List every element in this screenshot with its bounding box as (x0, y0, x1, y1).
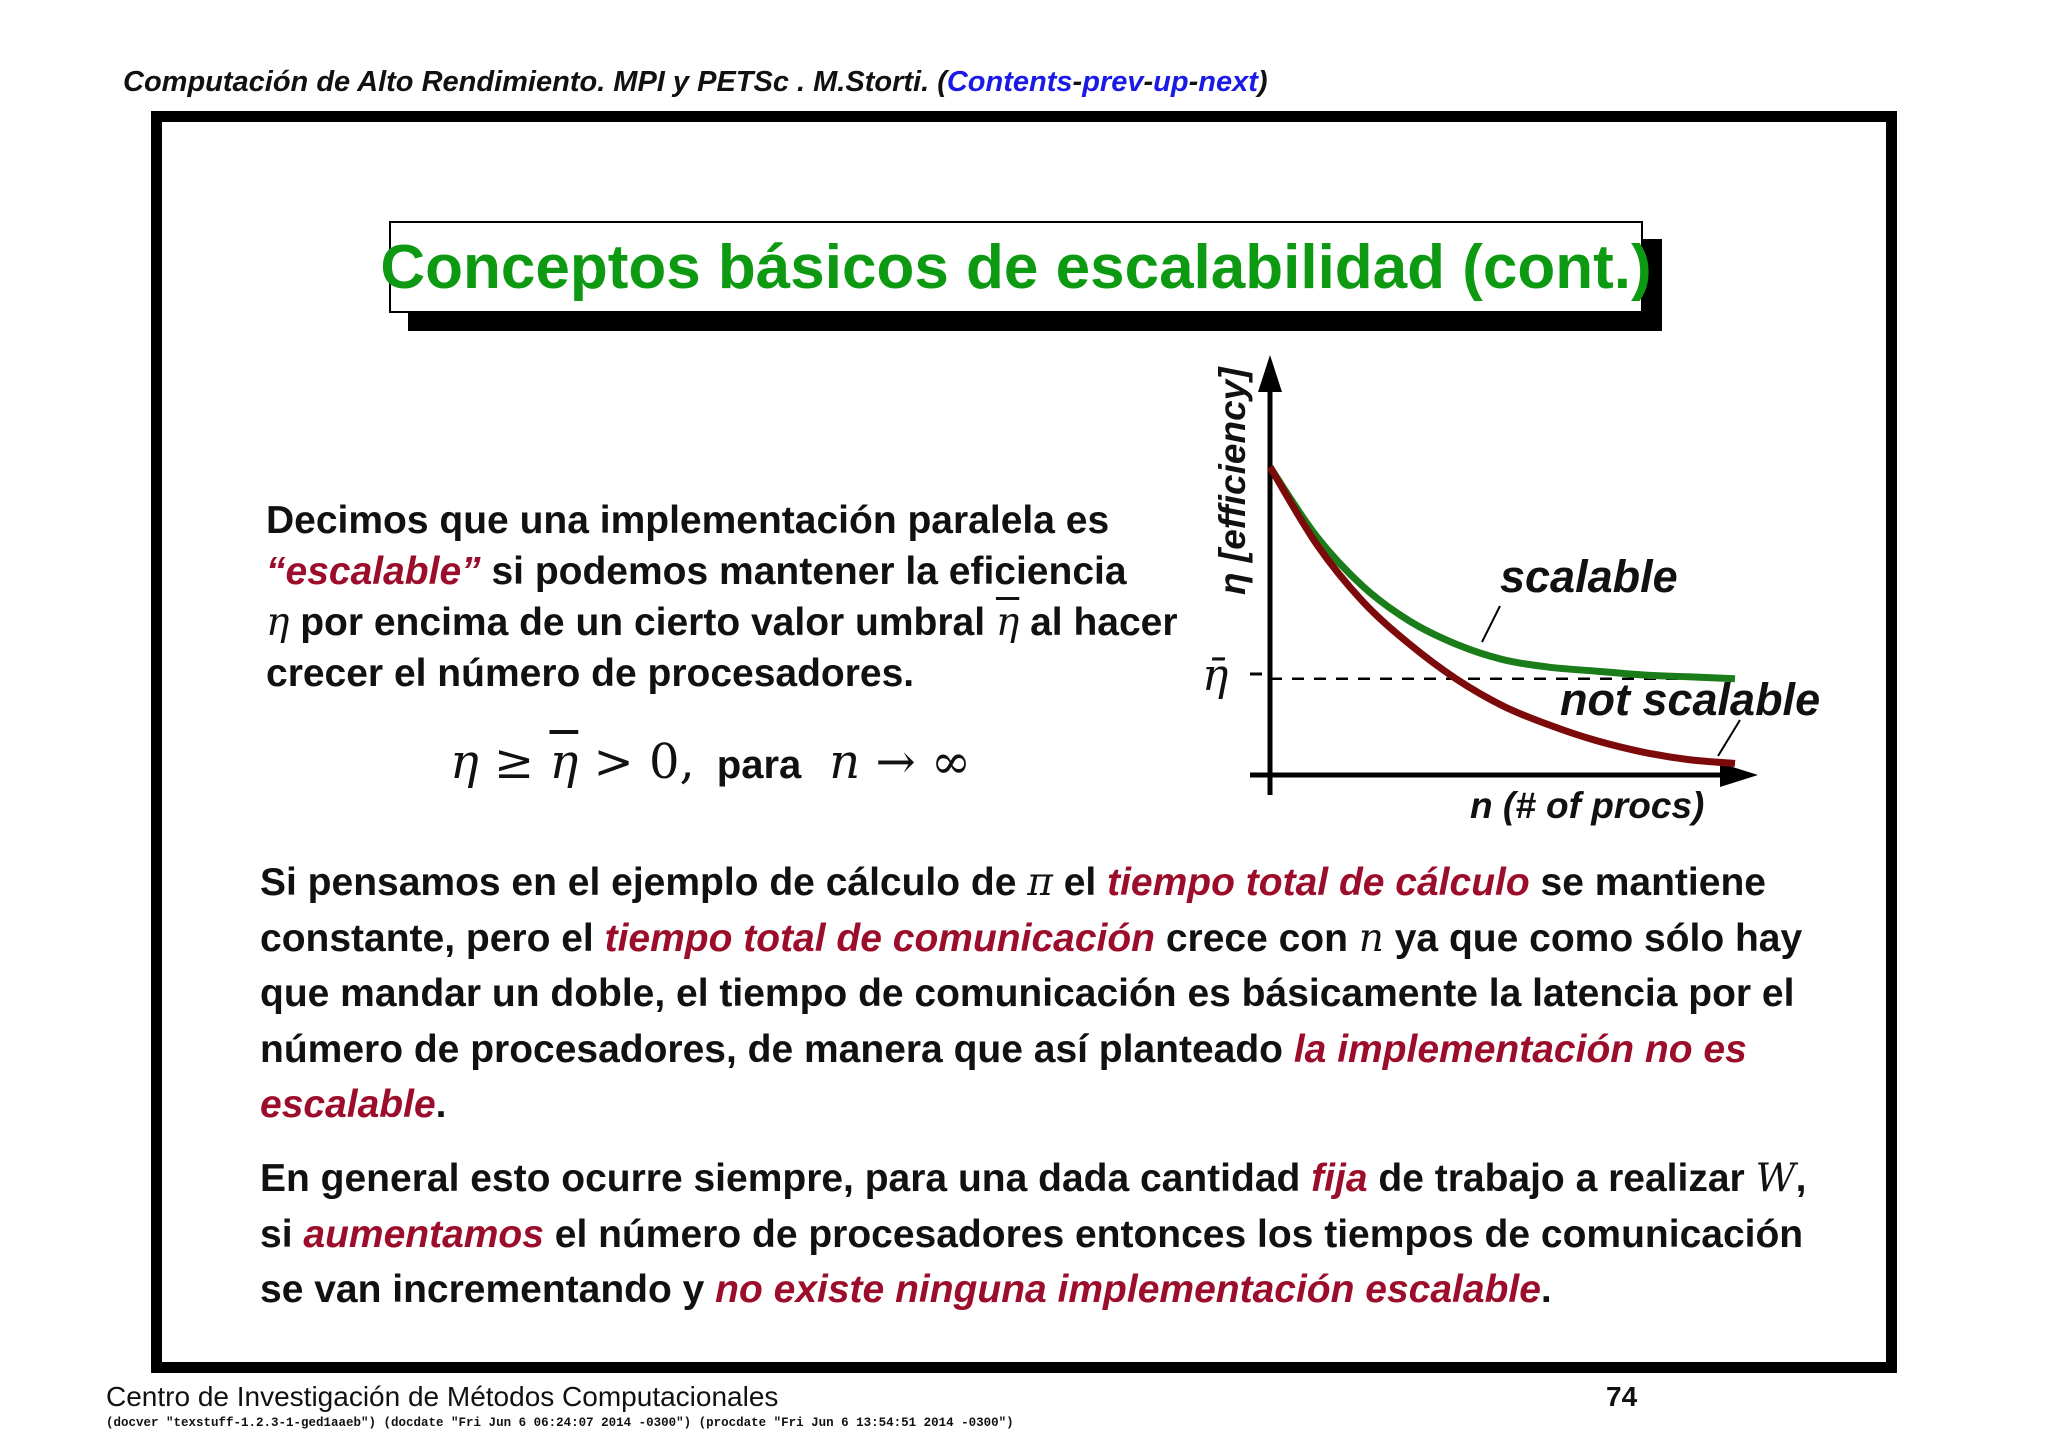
x-axis-arrow (1720, 763, 1758, 787)
def-text-2: si podemos mantener la eficiencia (480, 550, 1127, 593)
p2-text-2: de trabajo a realizar (1367, 1157, 1756, 1200)
next-link[interactable]: next (1198, 66, 1258, 98)
p2-highlight-2: aumentamos (303, 1212, 544, 1256)
p1-text-2: el (1052, 861, 1108, 904)
def-text-3: por encima de un cierto valor umbral (289, 601, 996, 644)
p2-text-3: , si (260, 1157, 1807, 1256)
formula-limit: n → ∞ (829, 734, 971, 790)
threshold-label: η̄ (1202, 650, 1229, 701)
formula-eta-bar: $\overline{\eta}$ (549, 734, 579, 790)
formula-rest: > 0, (578, 734, 695, 790)
paragraph-general (260, 1151, 1820, 1318)
up-link[interactable]: up (1153, 66, 1189, 98)
formula-para: para (716, 743, 802, 787)
p1-highlight-2: tiempo total de comunicación (604, 916, 1155, 960)
title-box (380, 221, 1652, 313)
footer-center: Centro de Investigación de Métodos Computacionales (106, 1381, 779, 1412)
p2-text-4: el número de procesadores entonces los tiempos de comunicación se van incrementando y (260, 1212, 1804, 1311)
p2-highlight-1: fija (1311, 1157, 1368, 1200)
p1-text-6: . (435, 1083, 447, 1126)
running-header (123, 66, 1268, 99)
p1-pi: π (1027, 860, 1053, 905)
header-sep-1: - (1072, 66, 1083, 98)
header-suffix: ) (1257, 66, 1268, 98)
definition-paragraph (266, 495, 1196, 699)
prev-link[interactable]: prev (1082, 66, 1144, 98)
p2-text-1: En general esto ocurre siempre, para una dada cantidad (260, 1157, 1312, 1200)
def-text-1: Decimos que una implementación paralela es (266, 499, 1110, 542)
def-eta: η (266, 600, 290, 645)
paragraph-pi-example (260, 855, 1820, 1133)
def-eta-bar: $\overline{\eta}$ (995, 600, 1020, 645)
scalable-leader (1482, 606, 1500, 642)
header-sep-2: - (1143, 66, 1154, 98)
p2-w: W (1755, 1156, 1796, 1201)
annotation-not-scalable: not scalable (1560, 674, 1821, 725)
y-axis-arrow (1258, 355, 1282, 392)
efficiency-chart (1190, 330, 1821, 840)
p1-highlight-3: la implementación no es escalable (260, 1027, 1747, 1126)
header-prefix: Computación de Alto Rendimiento. MPI y PETSc . M.Storti. ( (123, 66, 947, 98)
p1-text-3: se mantiene constante, pero el (260, 861, 1766, 960)
page-number: 74 (1606, 1381, 1638, 1412)
y-axis-label: η [efficiency] (1212, 367, 1253, 595)
formula-geq: ≥ (478, 734, 550, 790)
p1-text-4: crece con (1155, 916, 1359, 960)
scalability-formula (450, 734, 971, 790)
formula-eta: η (450, 734, 479, 790)
not-scalable-leader (1718, 720, 1740, 756)
contents-link[interactable]: Contents (946, 66, 1073, 98)
slide-title: Conceptos básicos de escalabilidad (cont.) (380, 232, 1652, 302)
p1-n: n (1358, 915, 1384, 961)
annotation-scalable: scalable (1500, 551, 1678, 602)
p2-highlight-3: no existe ninguna implementación escalable (715, 1268, 1541, 1311)
p1-text-5: ya que como sólo hay que mandar un doble, el tiempo de comunicación es básicamente la latencia por el número de procesadores, de manera que así planteado (260, 916, 1803, 1071)
p2-text-5: . (1540, 1268, 1552, 1311)
doc-version: (docver "texstuff-1.2.3-1-ged1aaeb") (docdate "Fri Jun 6 06:24:07 2014 -0300") (procdate "Fri Jun 6 13:54:51 2014 -0300") (106, 1416, 1014, 1430)
def-text-4: al hacer crecer el número de procesadores. (266, 601, 1178, 695)
p1-highlight-1: tiempo total de cálculo (1107, 861, 1530, 904)
header-sep-3: - (1188, 66, 1199, 98)
p1-text-1: Si pensamos en el ejemplo de cálculo de (260, 861, 1028, 904)
x-axis-label: n (# of procs) (1470, 785, 1705, 826)
def-escalable: “escalable” (266, 550, 481, 593)
